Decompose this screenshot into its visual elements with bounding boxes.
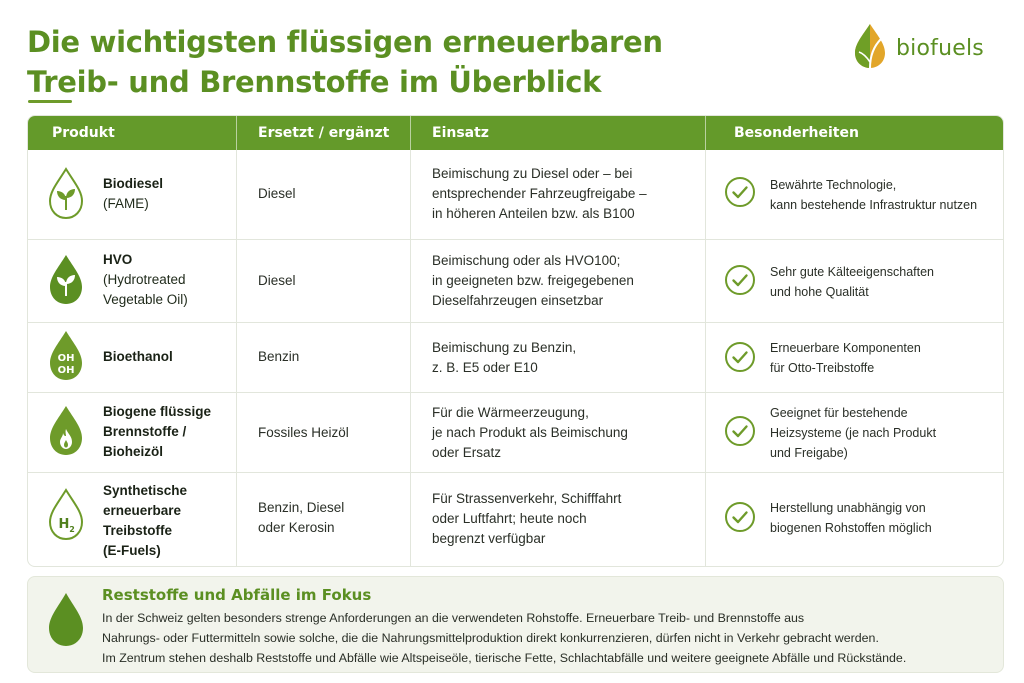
replaces-line: oder Kerosin <box>258 520 335 535</box>
use-line: z. B. E5 oder E10 <box>432 360 538 375</box>
table-row <box>28 392 1004 472</box>
use-cell <box>432 251 634 311</box>
check-circle-icon <box>724 176 756 208</box>
product-title: erneuerbare <box>103 503 182 518</box>
product-title: Bioheizöl <box>103 444 163 459</box>
header-divider <box>705 116 706 150</box>
notes-cell <box>770 338 921 378</box>
notes-line: Bewährte Technologie, <box>770 178 897 192</box>
notes-cell <box>770 175 977 215</box>
use-line: Beimischung zu Benzin, <box>432 340 577 355</box>
notes-line: und Freigabe) <box>770 446 848 460</box>
oh-drop-label: OH <box>57 365 75 376</box>
use-cell <box>432 338 576 378</box>
use-line: begrenzt verfügbar <box>432 531 546 546</box>
column-header-notes: Besonderheiten <box>734 125 859 141</box>
leaf-drop-logo-icon <box>852 22 888 70</box>
product-title: Treibstoffe <box>103 523 173 538</box>
use-line: je nach Produkt als Beimischung <box>432 425 628 440</box>
info-box <box>27 576 1004 673</box>
notes-line: Herstellung unabhängig von <box>770 501 926 515</box>
check-circle-icon <box>724 501 756 533</box>
info-box-title: Reststoffe und Abfälle im Fokus <box>102 586 372 604</box>
title-underline <box>28 100 72 103</box>
info-box-line: In der Schweiz gelten besonders strenge Anforderungen an die verwendeten Rohstoffe. Erneuerbare Treib- und Brennstoffe aus <box>102 611 805 625</box>
notes-line: biogenen Rohstoffen möglich <box>770 521 932 535</box>
product-subtitle: Vegetable Oil) <box>103 292 188 307</box>
product-name <box>103 250 188 310</box>
notes-line: kann bestehende Infrastruktur nutzen <box>770 198 978 212</box>
notes-line: Heizsysteme (je nach Produkt <box>770 426 937 440</box>
product-name <box>103 347 173 367</box>
check-circle-icon <box>724 415 756 447</box>
replaces-cell: Benzin <box>258 349 300 364</box>
check-circle-icon <box>724 264 756 296</box>
h2-drop-label: H <box>58 517 70 532</box>
leaf-drop-outline-icon <box>46 166 86 222</box>
product-title: Brennstoffe / <box>103 424 187 439</box>
use-line: Für die Wärmeerzeugung, <box>432 405 589 420</box>
fuels-table <box>27 115 1004 567</box>
notes-line: für Otto-Treibstoffe <box>770 361 875 375</box>
column-header-replaces: Ersetzt / ergänzt <box>258 125 390 141</box>
oh-drop-icon <box>46 328 86 384</box>
page-title-line-2: Treib- und Brennstoffe im Überblick <box>27 65 602 99</box>
brand-logo-text: biofuels <box>896 36 984 61</box>
page-title <box>27 22 663 102</box>
product-title: Biogene flüssige <box>103 404 212 419</box>
product-subtitle: (Hydrotreated <box>103 272 186 287</box>
page-title-line-1: Die wichtigsten flüssigen erneuerbaren <box>27 25 663 59</box>
check-circle-icon <box>724 341 756 373</box>
notes-line: Sehr gute Kälteeigenschaften <box>770 265 935 279</box>
use-line: oder Ersatz <box>432 445 502 460</box>
table-row <box>28 150 1004 239</box>
table-row <box>28 472 1004 567</box>
header-divider <box>410 116 411 150</box>
notes-line: und hohe Qualität <box>770 285 869 299</box>
header-divider <box>236 116 237 150</box>
use-line: Für Strassenverkehr, Schifffahrt <box>432 491 622 506</box>
h2-drop-icon <box>46 487 86 543</box>
replaces-cell <box>258 498 344 538</box>
use-cell <box>432 403 628 463</box>
leaf-drop-filled-icon <box>46 252 86 308</box>
product-name <box>103 174 163 214</box>
product-subtitle: (FAME) <box>103 196 149 211</box>
notes-cell <box>770 262 934 302</box>
use-line: Dieselfahrzeugen einsetzbar <box>432 293 604 308</box>
notes-cell <box>770 403 936 463</box>
product-title: Bioethanol <box>103 349 173 364</box>
table-row <box>28 239 1004 322</box>
product-title: Biodiesel <box>103 176 164 191</box>
notes-cell <box>770 498 932 538</box>
brand-logo <box>852 22 1002 72</box>
use-line: in geeigneten bzw. freigegebenen <box>432 273 634 288</box>
product-title: Synthetische <box>103 483 188 498</box>
replaces-line: Benzin, Diesel <box>258 500 345 515</box>
product-title: HVO <box>103 252 133 267</box>
use-line: in höheren Anteilen bzw. als B100 <box>432 206 635 221</box>
column-header-product: Produkt <box>52 125 115 141</box>
use-line: Beimischung zu Diesel oder – bei <box>432 166 633 181</box>
info-box-line: Im Zentrum stehen deshalb Reststoffe und Abfälle wie Altspeiseöle, tierische Fette, Schlachtabfälle und weitere geeignete Abfälle und Rückstände. <box>102 651 907 665</box>
notes-line: Geeignet für bestehende <box>770 406 908 420</box>
drop-icon <box>46 591 86 649</box>
h2-drop-subscript: 2 <box>69 525 75 534</box>
use-line: entsprechender Fahrzeugfreigabe – <box>432 186 647 201</box>
replaces-cell: Fossiles Heizöl <box>258 425 349 440</box>
table-header <box>28 116 1004 150</box>
use-cell <box>432 489 621 549</box>
product-title: (E-Fuels) <box>103 543 161 558</box>
notes-line: Erneuerbare Komponenten <box>770 341 921 355</box>
info-box-text <box>102 608 997 668</box>
replaces-cell: Diesel <box>258 186 296 201</box>
use-line: Beimischung oder als HVO100; <box>432 253 621 268</box>
info-box-line: Nahrungs- oder Futtermitteln sowie solche, die die Nahrungsmittelproduktion direkt konkurrenzieren, dürfen nicht in Verkehr gebracht werden. <box>102 631 879 645</box>
column-header-use: Einsatz <box>432 125 489 141</box>
use-cell <box>432 164 647 224</box>
replaces-cell: Diesel <box>258 273 296 288</box>
flame-drop-icon <box>46 403 86 459</box>
product-name <box>103 402 211 462</box>
product-name <box>103 481 187 561</box>
table-row <box>28 322 1004 392</box>
oh-drop-label: OH <box>57 353 75 364</box>
use-line: oder Luftfahrt; heute noch <box>432 511 587 526</box>
